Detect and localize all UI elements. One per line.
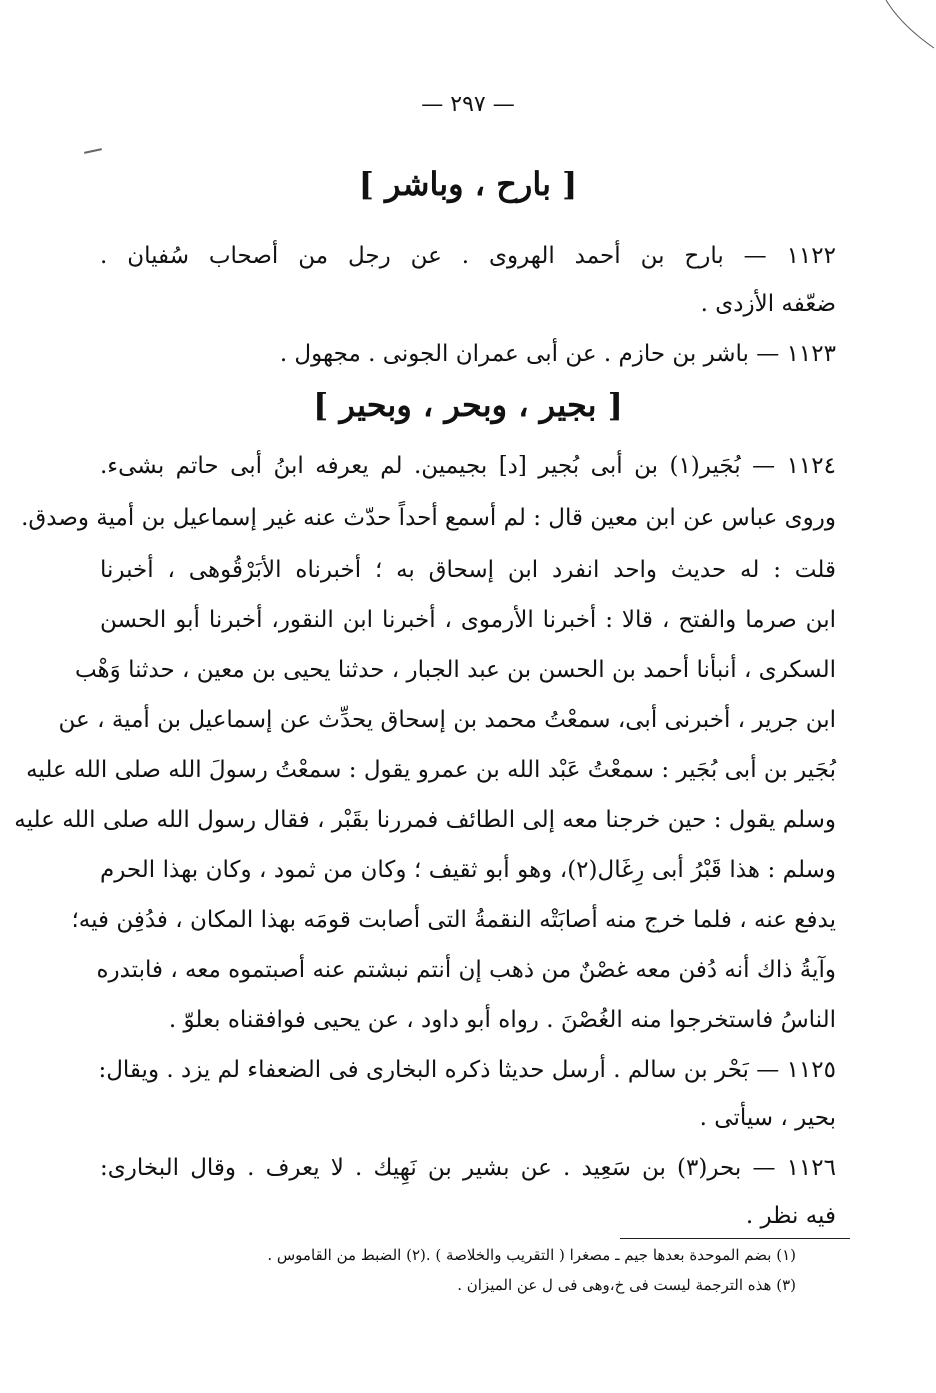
entry-1125-continuation: بحير ، سيأتى . — [699, 1105, 836, 1131]
text-line: الناسُ فاستخرجوا منه الغُصْنَ . رواه أبو داود ، عن يحيى فوافقناه بعلوّ . — [168, 1007, 836, 1033]
text-line: السكرى ، أنبأنا أحمد بن الحسن بن عبد الجبار ، حدثنا يحيى بن معين ، حدثنا وَهْب — [74, 657, 836, 683]
footnote-divider — [620, 1238, 850, 1239]
entry-1122-continuation: ضعّفه الأزدى . — [700, 291, 836, 317]
stray-ink-mark — [84, 148, 102, 154]
text-line: يدفع عنه ، فلما خرج منه أصابَتْه النقمةُ التى أصابت قومَه بهذا المكان ، فدُفِن فيه؛ — [71, 907, 836, 933]
entry-1123-line: ١١٢٣ — باشر بن حازم . عن أبى عمران الجونى . مجهول . — [279, 341, 836, 367]
section-heading-bujayr: [ بجير ، وبحر ، وبحير ] — [313, 386, 623, 424]
entry-1126-continuation: فيه نظر . — [745, 1203, 836, 1229]
entry-1124-line: ١١٢٤ — بُجَير(١) بن أبى بُجير [د] بجيمين. لم يعرفه ابنُ أبى حاتم بشىء. — [100, 453, 836, 479]
text-line: ابن صرما والفتح ، قالا : أخبرنا الأرموى ، أخبرنا ابن النقور، أخبرنا أبو الحسن — [100, 607, 836, 633]
text-line: ابن جرير ، أخبرنى أبى، سمعْتُ محمد بن إسحاق يحدِّث عن إسماعيل بن أمية ، عن — [58, 707, 836, 733]
entry-1122-line: ١١٢٢ — بارح بن أحمد الهروى . عن رجل من أصحاب سُفيان . — [100, 243, 836, 269]
page-corner-mark — [866, 0, 936, 50]
text-line: قلت : له حديث واحد انفرد ابن إسحاق به ؛ أخبرناه الأبَرْقُوهى ، أخبرنا — [100, 557, 836, 583]
text-line: بُجَير بن أبى بُجَير : سمعْتُ عَبْد الله بن عمرو يقول : سمعْتُ رسولَ الله صلى الله عليه — [26, 757, 836, 783]
text-line: وسلم يقول : حين خرجنا معه إلى الطائف فمررنا بقَبْر ، فقال رسول الله صلى الله عليه — [14, 807, 836, 833]
section-heading-barih: [ بارح ، وباشر ] — [358, 165, 578, 203]
entry-1126-line: ١١٢٦ — بحر(٣) بن سَعِيد . عن بشير بن نَهِيك . لا يعرف . وقال البخارى: — [100, 1155, 836, 1181]
text-line: وسلم : هذا قَبْرُ أبى رِغَال(٢)، وهو أبو ثقيف ؛ وكان من ثمود ، وكان بهذا الحرم — [100, 857, 836, 883]
footnote-1-2: (١) بضم الموحدة بعدها جيم ـ مصغرا ( التقريب والخلاصة ) .(٢) الضبط من القاموس . — [267, 1246, 796, 1264]
entry-1125-line: ١١٢٥ — بَحْر بن سالم . أرسل حديثا ذكره البخارى فى الضعفاء لم يزد . ويقال: — [98, 1057, 836, 1083]
text-line: وآيةُ ذاك أنه دُفن معه غصْنٌ من ذهب إن أنتم نبشتم عنه أصبتموه معه ، فابتدره — [96, 957, 836, 983]
text-line: وروى عباس عن ابن معين قال : لم أسمع أحداً حدّث عنه غير إسماعيل بن أمية وصدق. — [21, 505, 836, 531]
footnote-3: (٣) هذه الترجمة ليست فى خ،وهى فى ل عن الميزان . — [457, 1276, 796, 1294]
page-number: — ٢٩٧ — — [421, 92, 515, 117]
